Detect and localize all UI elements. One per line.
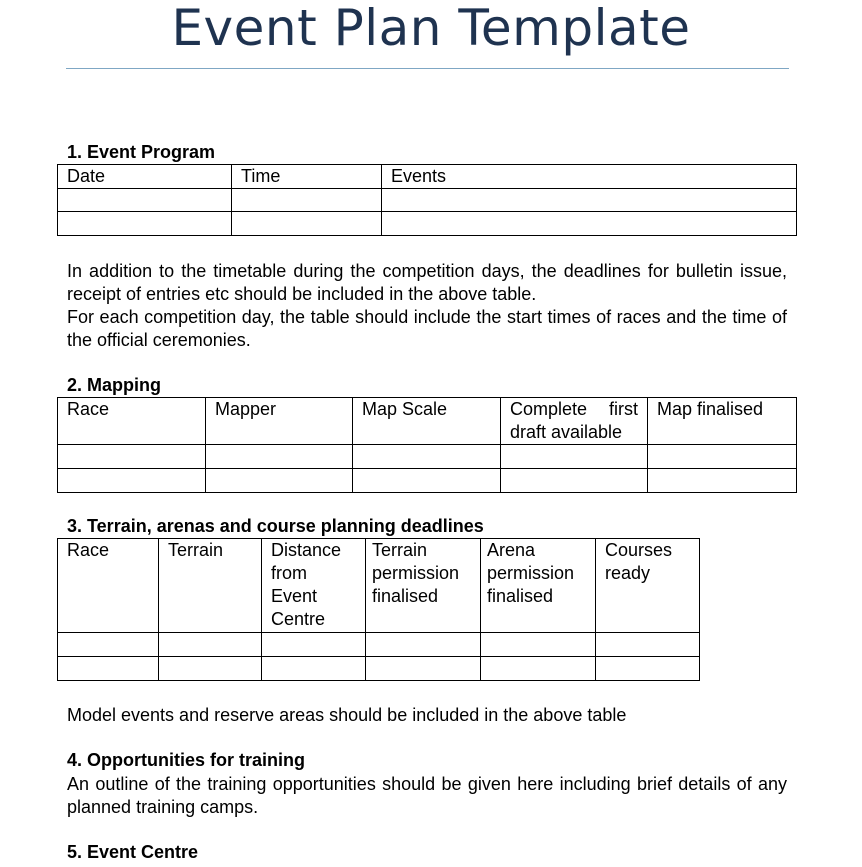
- table-header-cell: Arena permission finalised: [481, 539, 596, 633]
- table-row: [58, 469, 797, 493]
- table-cell[interactable]: [58, 633, 159, 657]
- section-3-note: Model events and reserve areas should be included in the above table: [67, 705, 627, 725]
- table-cell[interactable]: [366, 633, 481, 657]
- table-cell[interactable]: [596, 657, 700, 681]
- table-row: [58, 657, 700, 681]
- table-cell[interactable]: [382, 212, 797, 236]
- table-header-cell: Distance from Event Centre: [262, 539, 366, 633]
- table-header-row: [58, 539, 700, 633]
- table-cell[interactable]: [481, 633, 596, 657]
- paragraph-line: For each competition day, the table should include the start times of races and the time of the official ceremonies.: [67, 307, 787, 350]
- table-header-cell: Time: [232, 165, 382, 189]
- event-program-table: [57, 164, 797, 236]
- table-row: [58, 189, 797, 212]
- table-cell[interactable]: [262, 657, 366, 681]
- section-3-heading: 3. Terrain, arenas and course planning deadlines: [67, 516, 484, 536]
- table-cell[interactable]: [353, 445, 501, 469]
- table-cell[interactable]: [58, 469, 206, 493]
- table-header-cell: Race: [58, 539, 159, 633]
- table-row: [58, 445, 797, 469]
- table-header-cell: Map finalised: [648, 398, 797, 445]
- table-header-cell: Complete first draft available: [501, 398, 648, 445]
- table-cell[interactable]: [353, 469, 501, 493]
- table-header-cell: Courses ready: [596, 539, 700, 633]
- table-cell[interactable]: [206, 445, 353, 469]
- table-header-cell: Terrain: [159, 539, 262, 633]
- table-header-row: [58, 398, 797, 445]
- table-header-cell: Date: [58, 165, 232, 189]
- table-header-cell: Map Scale: [353, 398, 501, 445]
- table-cell[interactable]: [262, 633, 366, 657]
- table-cell[interactable]: [58, 657, 159, 681]
- section-4-paragraph: An outline of the training opportunities should be given here including brief details of any planned training camps.: [67, 774, 787, 817]
- document-title: Event Plan Template: [171, 0, 691, 57]
- table-header-cell: Events: [382, 165, 797, 189]
- table-cell[interactable]: [481, 657, 596, 681]
- section-5-heading: 5. Event Centre: [67, 842, 199, 862]
- table-cell[interactable]: [501, 445, 648, 469]
- table-header-row: [58, 165, 797, 189]
- section-1-paragraph: [67, 260, 787, 352]
- table-cell[interactable]: [58, 189, 232, 212]
- table-header-cell: Mapper: [206, 398, 353, 445]
- table-cell[interactable]: [596, 633, 700, 657]
- table-row: [58, 633, 700, 657]
- table-header-cell: Terrain permission finalised: [366, 539, 481, 633]
- table-cell[interactable]: [501, 469, 648, 493]
- title-divider: [66, 68, 789, 69]
- terrain-deadlines-table: [57, 538, 700, 681]
- table-cell[interactable]: [648, 445, 797, 469]
- table-cell[interactable]: [159, 657, 262, 681]
- table-cell[interactable]: [58, 212, 232, 236]
- paragraph-line: In addition to the timetable during the competition days, the deadlines for bulletin issue, receipt of entries etc should be included in the above table.: [67, 261, 787, 304]
- section-4-heading: 4. Opportunities for training: [67, 750, 305, 770]
- table-cell[interactable]: [206, 469, 353, 493]
- table-header-cell: Race: [58, 398, 206, 445]
- mapping-table: [57, 397, 797, 493]
- table-cell[interactable]: [232, 212, 382, 236]
- table-cell[interactable]: [232, 189, 382, 212]
- section-2-heading: 2. Mapping: [67, 375, 161, 395]
- table-cell[interactable]: [366, 657, 481, 681]
- section-1-heading: 1. Event Program: [67, 142, 216, 162]
- table-cell[interactable]: [159, 633, 262, 657]
- table-cell[interactable]: [648, 469, 797, 493]
- table-row: [58, 212, 797, 236]
- table-cell[interactable]: [382, 189, 797, 212]
- table-cell[interactable]: [58, 445, 206, 469]
